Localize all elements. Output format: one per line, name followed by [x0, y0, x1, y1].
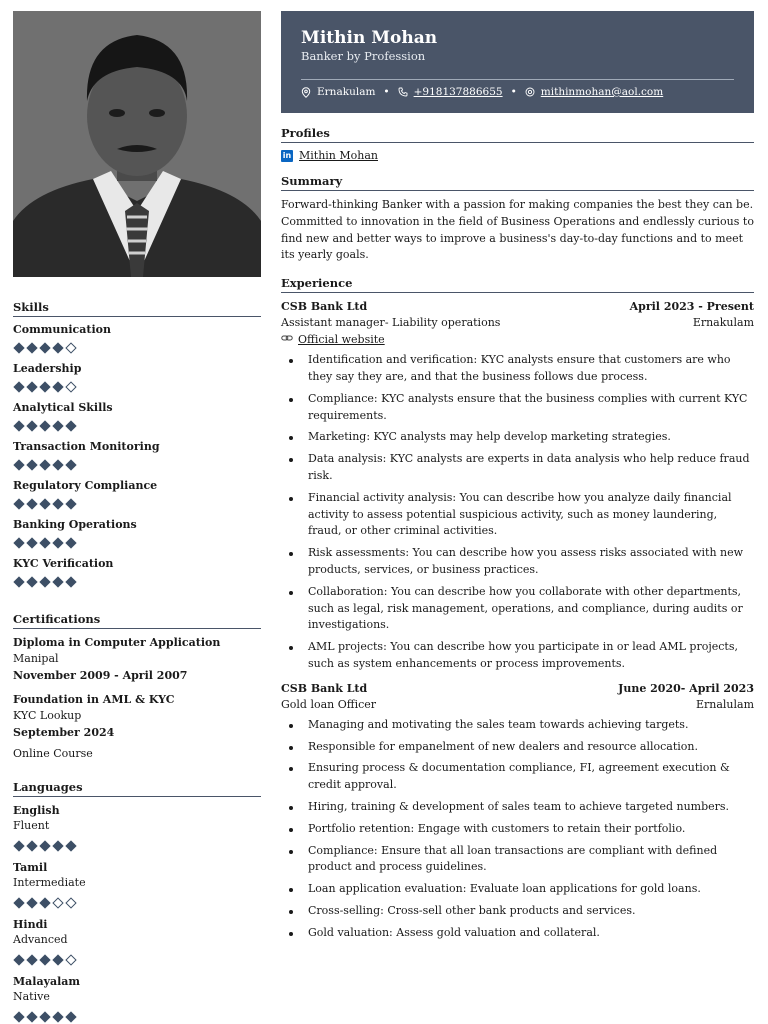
empty-diamond-icon	[52, 897, 63, 908]
job-bullet: Gold valuation: Assess gold valuation and collateral.	[281, 925, 754, 942]
profile-photo	[13, 11, 261, 277]
official-website-link[interactable]	[281, 331, 754, 348]
candidate-name: Mithin Mohan	[301, 28, 438, 48]
linkedin-profile[interactable]	[281, 149, 754, 162]
empty-diamond-icon	[65, 342, 76, 353]
job-dates: June 2020- April 2023	[618, 681, 754, 695]
languages-heading: Languages	[13, 780, 261, 797]
job-bullet: Marketing: KYC analysts may help develop marketing strategies.	[281, 429, 754, 446]
filled-diamond-icon	[13, 498, 24, 509]
rating-diamonds	[13, 377, 261, 397]
skill-item	[13, 323, 261, 358]
job-bullet: Data analysis: KYC analysts are experts in data analysis who help reduce fraud risk.	[281, 451, 754, 485]
job-entry	[281, 681, 754, 942]
location-text: Ernakulam	[317, 86, 376, 98]
certification-date: November 2009 - April 2007	[13, 669, 188, 682]
filled-diamond-icon	[65, 1011, 76, 1022]
separator-dot: •	[510, 86, 517, 98]
job-location: Ernalulam	[695, 697, 754, 711]
job-bullet: Hiring, training & development of sales team to achieve targeted numbers.	[281, 799, 754, 816]
skill-name: Regulatory Compliance	[13, 479, 158, 492]
filled-diamond-icon	[52, 576, 63, 587]
certification-item	[13, 635, 261, 684]
job-company: CSB Bank Ltd	[281, 300, 368, 314]
job-bullets	[281, 717, 754, 942]
language-item	[13, 917, 261, 971]
rating-diamonds	[13, 834, 261, 857]
filled-diamond-icon	[52, 537, 63, 548]
filled-diamond-icon	[13, 420, 24, 431]
phone-icon	[398, 86, 408, 98]
certification-title: Diploma in Computer Application	[13, 636, 221, 649]
filled-diamond-icon	[26, 1011, 37, 1022]
job-bullet: Identification and verification: KYC analysts ensure that customers are who they say they are, and that the business follows due process.	[281, 352, 754, 386]
language-name: English	[13, 804, 60, 817]
job-bullet: Portfolio retention: Engage with customers to retain their portfolio.	[281, 821, 754, 838]
filled-diamond-icon	[39, 840, 50, 851]
job-company: CSB Bank Ltd	[281, 681, 368, 695]
filled-diamond-icon	[26, 342, 37, 353]
header-banner	[281, 11, 754, 113]
certification-note: Online Course	[13, 747, 93, 760]
filled-diamond-icon	[52, 342, 63, 353]
job-bullet: Risk assessments: You can describe how you assess risks associated with new products, services, or business practices.	[281, 545, 754, 579]
certification-issuer: KYC Lookup	[13, 709, 82, 722]
filled-diamond-icon	[39, 576, 50, 587]
experience-section	[281, 276, 754, 941]
job-bullet: AML projects: You can describe how you participate in or lead AML projects, such as system enhancements or process improvements.	[281, 639, 754, 673]
filled-diamond-icon	[52, 459, 63, 470]
filled-diamond-icon	[26, 381, 37, 392]
summary-heading: Summary	[281, 174, 754, 191]
linkedin-icon: in	[282, 151, 292, 160]
email-link[interactable]: mithinmohan@aol.com	[540, 86, 664, 98]
job-bullet: Managing and motivating the sales team towards achieving targets.	[281, 717, 754, 734]
filled-diamond-icon	[26, 498, 37, 509]
skill-item	[13, 401, 261, 436]
website-label[interactable]: Official website	[298, 333, 385, 347]
rating-diamonds	[13, 455, 261, 475]
header-divider	[301, 79, 734, 80]
language-level: Fluent	[13, 819, 50, 832]
filled-diamond-icon	[13, 840, 24, 851]
filled-diamond-icon	[52, 954, 63, 965]
rating-diamonds	[13, 338, 261, 358]
filled-diamond-icon	[13, 537, 24, 548]
job-location: Ernakulam	[692, 316, 754, 330]
filled-diamond-icon	[65, 537, 76, 548]
job-header	[281, 299, 754, 315]
skill-name: Communication	[13, 323, 111, 336]
filled-diamond-icon	[39, 420, 50, 431]
filled-diamond-icon	[26, 459, 37, 470]
phone-link[interactable]: +918137886655	[413, 86, 503, 98]
languages-section	[13, 780, 261, 1024]
language-name: Tamil	[13, 861, 48, 874]
job-role: Assistant manager- Liability operations	[281, 316, 501, 330]
filled-diamond-icon	[65, 840, 76, 851]
filled-diamond-icon	[39, 537, 50, 548]
skill-name: Analytical Skills	[13, 401, 113, 414]
job-bullet: Ensuring process & documentation compliance, FI, agreement execution & credit approval.	[281, 760, 754, 794]
job-role: Gold loan Officer	[281, 697, 377, 711]
filled-diamond-icon	[52, 381, 63, 392]
skill-item	[13, 518, 261, 553]
filled-diamond-icon	[26, 576, 37, 587]
language-item	[13, 860, 261, 914]
filled-diamond-icon	[26, 420, 37, 431]
left-column	[13, 11, 261, 1003]
job-bullet: Compliance: KYC analysts ensure that the business complies with current KYC requirements.	[281, 391, 754, 425]
right-column	[281, 11, 754, 950]
certifications-heading: Certifications	[13, 612, 261, 629]
filled-diamond-icon	[52, 498, 63, 509]
language-item	[13, 803, 261, 857]
skills-heading: Skills	[13, 300, 261, 317]
candidate-title: Banker by Profession	[301, 49, 426, 63]
filled-diamond-icon	[65, 459, 76, 470]
job-bullet: Loan application evaluation: Evaluate loan applications for gold loans.	[281, 881, 754, 898]
filled-diamond-icon	[13, 1011, 24, 1022]
filled-diamond-icon	[13, 897, 24, 908]
summary-section	[281, 174, 754, 264]
filled-diamond-icon	[13, 342, 24, 353]
rating-diamonds	[13, 891, 261, 914]
job-subheader	[281, 697, 754, 713]
email-icon	[525, 86, 535, 98]
skill-name: Transaction Monitoring	[13, 440, 160, 453]
location-pin-icon	[301, 86, 311, 98]
filled-diamond-icon	[26, 537, 37, 548]
profiles-section	[281, 126, 754, 162]
skills-section	[13, 300, 261, 596]
rating-diamonds	[13, 948, 261, 971]
experience-heading: Experience	[281, 276, 754, 293]
skill-item	[13, 479, 261, 514]
skill-name: Leadership	[13, 362, 82, 375]
filled-diamond-icon	[39, 381, 50, 392]
filled-diamond-icon	[13, 381, 24, 392]
certification-date: September 2024	[13, 726, 115, 739]
filled-diamond-icon	[39, 897, 50, 908]
filled-diamond-icon	[65, 420, 76, 431]
filled-diamond-icon	[26, 954, 37, 965]
skill-item	[13, 557, 261, 592]
language-name: Hindi	[13, 918, 48, 931]
filled-diamond-icon	[39, 498, 50, 509]
language-item	[13, 974, 261, 1024]
filled-diamond-icon	[65, 576, 76, 587]
job-bullet: Compliance: Ensure that all loan transactions are compliant with defined product and process guidelines.	[281, 843, 754, 877]
job-bullet: Responsible for empanelment of new dealers and resource allocation.	[281, 739, 754, 756]
linkedin-link[interactable]: Mithin Mohan	[299, 149, 378, 162]
language-level: Intermediate	[13, 876, 86, 889]
filled-diamond-icon	[39, 342, 50, 353]
filled-diamond-icon	[13, 576, 24, 587]
profiles-heading: Profiles	[281, 126, 754, 143]
certification-issuer: Manipal	[13, 652, 59, 665]
rating-diamonds	[13, 494, 261, 514]
filled-diamond-icon	[52, 840, 63, 851]
job-header	[281, 681, 754, 697]
filled-diamond-icon	[13, 459, 24, 470]
certification-title: Foundation in AML & KYC	[13, 693, 175, 706]
languages-list	[13, 803, 261, 1024]
job-bullets	[281, 352, 754, 673]
filled-diamond-icon	[13, 954, 24, 965]
link-icon	[281, 331, 293, 348]
empty-diamond-icon	[65, 897, 76, 908]
certification-item	[13, 692, 261, 762]
filled-diamond-icon	[65, 498, 76, 509]
skill-item	[13, 362, 261, 397]
filled-diamond-icon	[39, 459, 50, 470]
job-dates: April 2023 - Present	[629, 300, 754, 314]
job-bullet: Collaboration: You can describe how you collaborate with other departments, such as legal, risk management, operations, and compliance, during audits or investigations.	[281, 584, 754, 634]
rating-diamonds	[13, 416, 261, 436]
portrait-image	[13, 11, 261, 277]
job-bullet: Cross-selling: Cross-sell other bank products and services.	[281, 903, 754, 920]
filled-diamond-icon	[26, 840, 37, 851]
rating-diamonds	[13, 533, 261, 553]
skill-name: KYC Verification	[13, 557, 114, 570]
filled-diamond-icon	[39, 1011, 50, 1022]
skill-name: Banking Operations	[13, 518, 137, 531]
language-name: Malayalam	[13, 975, 81, 988]
job-bullet: Financial activity analysis: You can describe how you analyze daily financial activity to assess potential suspicious activity, such as money laundering, fraud, or other criminal activities.	[281, 490, 754, 540]
empty-diamond-icon	[65, 381, 76, 392]
certifications-section	[13, 612, 261, 770]
filled-diamond-icon	[26, 897, 37, 908]
skill-item	[13, 440, 261, 475]
filled-diamond-icon	[52, 420, 63, 431]
language-level: Native	[13, 990, 50, 1003]
skills-list	[13, 323, 261, 592]
rating-diamonds	[13, 572, 261, 592]
rating-diamonds	[13, 1005, 261, 1024]
language-level: Advanced	[13, 933, 68, 946]
filled-diamond-icon	[52, 1011, 63, 1022]
empty-diamond-icon	[65, 954, 76, 965]
job-subheader	[281, 315, 754, 331]
filled-diamond-icon	[39, 954, 50, 965]
job-entry	[281, 299, 754, 673]
separator-dot: •	[383, 86, 390, 98]
contact-row	[301, 86, 734, 98]
summary-text: Forward-thinking Banker with a passion for making companies the best they can be. Committed to innovation in the field of Business Operations and endlessly curious to find new and better ways to improve a business's day-to-day functions and to meet its yearly goals.	[281, 198, 754, 262]
